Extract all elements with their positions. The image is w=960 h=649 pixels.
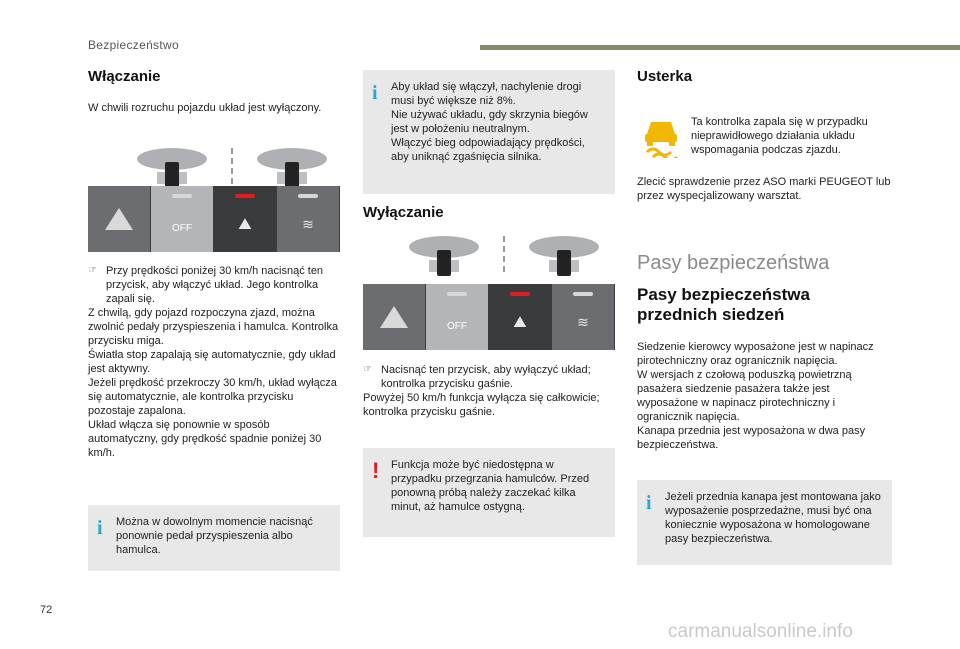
brake-pedal-icon <box>257 148 327 184</box>
body-enable: Z chwilą, gdy pojazd rozpoczyna zjazd, można zwolnić pedały przyspieszenia i hamulca. Kontrolka przycisku miga. Światła stop zapalają się automatycznie, gdy układ jest aktywny. Jeżeli prędkość przekroczy 30 km/h, układ wyłącza się automatycznie, ale kontrolka przycisku pozostaje zapalona. Układ włącza się ponownie w sposób automatyczny, gdy prędkość spadnie poniżej 30 km/h. <box>88 307 339 459</box>
watermark: carmanualsonline.info <box>668 621 853 642</box>
warning-icon: ! <box>372 458 380 483</box>
pedals-illustration <box>137 148 327 184</box>
info-box-col3: i Jeżeli przednia kanapa jest montowana jako wyposażenie posprzedażne, musi być ona koniecznie wyposażona w homologowane pasy bezpieczeństwa. <box>637 480 892 565</box>
page-number: 72 <box>40 604 53 616</box>
info-box-col2: i Aby układ się włączył, nachylenie drogi musi być większe niż 8%. Nie używać układu, gdy skrzynia biegów jest w położeniu neutralnym. Włączyć bieg odpowiadający prędkości, aby uniknąć zgaśnięcia silnika. <box>363 70 615 194</box>
accelerator-pedal-icon <box>409 236 479 272</box>
header-bar <box>480 45 960 50</box>
hazard-icon <box>380 306 408 328</box>
bullet-enable: ☞ Przy prędkości poniżej 30 km/h nacisnąć ten przycisk, aby włączyć układ. Jego kontrolka zapali się. <box>88 265 324 305</box>
hill-descent-button[interactable] <box>489 284 552 350</box>
sub-title: Pasy bezpieczeństwa przednich siedzeń <box>637 285 810 324</box>
info-icon: i <box>372 82 378 104</box>
heading-usterka: Usterka <box>637 68 693 85</box>
traction-icon: ≋ <box>302 215 314 232</box>
info-box-col1: i Można w dowolnym momencie nacisnąć ponownie pedał przyspieszenia albo hamulca. <box>88 505 340 571</box>
fault-text: Ta kontrolka zapala się w przypadku nieprawidłowego działania układu wspomagania podczas zjazdu. <box>691 116 868 156</box>
traction-icon: ≋ <box>577 313 589 330</box>
hill-descent-icon: ⛰ <box>238 215 252 233</box>
hill-descent-icon: ⛰ <box>513 313 527 331</box>
lock-off-button[interactable]: OFF <box>151 186 214 252</box>
pedals-illustration-2 <box>409 236 599 272</box>
info-icon: i <box>646 492 652 514</box>
hill-descent-fault-icon <box>643 118 679 158</box>
intro-text: W chwili rozruchu pojazdu układ jest wyłączony. <box>88 102 322 114</box>
bullet-disable: ☞ Nacisnąć ten przycisk, aby wyłączyć układ; kontrolka przycisku gaśnie. <box>363 364 591 390</box>
lock-off-button[interactable]: OFF <box>426 284 489 350</box>
heading-wlaczanie: Włączanie <box>88 68 161 85</box>
traction-button[interactable] <box>277 186 340 252</box>
fault-body: Zlecić sprawdzenie przez ASO marki PEUGEOT lub przez wyspecjalizowany warsztat. <box>637 176 891 202</box>
traction-button[interactable] <box>552 284 615 350</box>
section-label: Bezpieczeństwo <box>88 38 179 52</box>
heading-wylaczanie: Wyłączanie <box>363 204 444 221</box>
brake-pedal-icon <box>529 236 599 272</box>
hazard-icon <box>105 208 133 230</box>
hazard-button[interactable] <box>363 284 426 350</box>
accelerator-pedal-icon <box>137 148 207 184</box>
hazard-button[interactable] <box>88 186 151 252</box>
button-panel-off <box>363 284 615 350</box>
seatbelt-body: Siedzenie kierowcy wyposażone jest w napinacz pirotechniczny oraz ogranicznik napięcia. W wersjach z czołową poduszką powietrzną pasażera siedzenie pasażera także jest wyposażone w napinacz pirotechniczny i ogranicznik napięcia. Kanapa przednia jest wyposażona w dwa pasy bezpieczeństwa. <box>637 341 874 451</box>
big-title: Pasy bezpieczeństwa <box>637 252 830 274</box>
body-disable: Powyżej 50 km/h funkcja wyłącza się całkowicie; kontrolka przycisku gaśnie. <box>363 392 600 418</box>
info-icon: i <box>97 517 103 539</box>
button-panel-on <box>88 186 340 252</box>
warning-box-col2: ! Funkcja może być niedostępna w przypadku przegrzania hamulców. Przed ponowną próbą należy zaczekać kilka minut, aż hamulce ostygną. <box>363 448 615 537</box>
hill-descent-button[interactable] <box>214 186 277 252</box>
